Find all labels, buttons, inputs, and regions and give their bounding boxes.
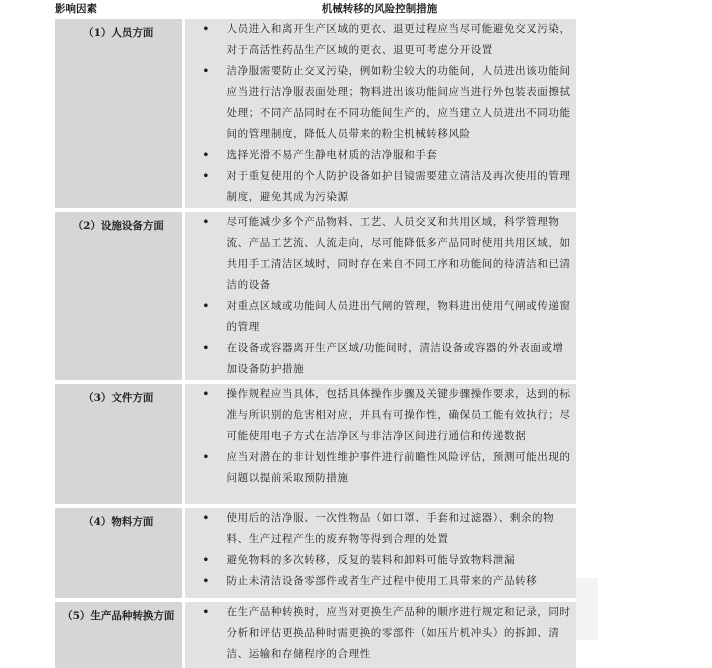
measure-text: 对于重复使用的个人防护设备如护目镜需要建立清洁及再次使用的管理制度，避免其成为污染源 (226, 170, 571, 203)
measures-list (185, 212, 575, 380)
measure-item (185, 571, 575, 592)
measures-list (185, 19, 575, 208)
bullet-icon: • (202, 342, 210, 354)
bullet-icon: • (202, 554, 210, 566)
measure-text: 在设备或容器离开生产区域/功能间时，清洁设备或容器的外表面或增加设备防护措施 (226, 342, 564, 375)
bullet-icon: • (202, 512, 210, 524)
measure-text: 应当对潜在的非计划性维护事件进行前瞻性风险评估，预测可能出现的问题以提前采取预防措施 (226, 451, 571, 484)
factor-cell: （1）人员方面 (55, 19, 183, 211)
measures-cell (183, 600, 576, 668)
bullet-icon: • (202, 606, 210, 618)
header-factor: 影响因素 (55, 0, 183, 19)
table-row (55, 210, 576, 382)
measure-text: 洁净服需要防止交叉污染，例如粉尘较大的功能间，人员进出该功能间应当进行洁净服表面处理；物料进出该功能间应当进行外包装表面擦拭处理；不同产品同时在不同功能间生产的，应当建立人员进出不同功能间的管理制度，降低人员带来的粉尘机械转移风险 (226, 65, 571, 140)
measures-cell (183, 19, 576, 211)
bullet-icon: • (202, 451, 210, 463)
table-row (55, 506, 576, 600)
measure-text: 人员进入和离开生产区域的更衣、退更过程应当尽可能避免交叉污染，对于高活性药品生产区域的更衣、退更可考虑分开设置 (226, 23, 571, 56)
measures-list (185, 384, 575, 489)
bullet-icon: • (202, 65, 210, 77)
measure-text: 尽可能减少多个产品物料、工艺、人员交叉和共用区域，科学管理物流、产品工艺流、人流走向，尽可能降低多产品同时使用共用区域，如共用手工清洁区域时，同时存在来自不同工序和功能间的待清洁和已清洁的设备 (226, 216, 571, 291)
measure-item (185, 338, 575, 380)
measures-cell (183, 210, 576, 382)
bullet-icon: • (202, 170, 210, 182)
bullet-icon: • (202, 300, 210, 312)
measures-list (185, 508, 575, 592)
measure-item (185, 602, 575, 665)
risk-control-table (55, 0, 576, 668)
bullet-icon: • (202, 575, 210, 587)
measures-cell (183, 506, 576, 600)
measure-text: 避免物料的多次转移，反复的装料和卸料可能导致物料泄漏 (226, 554, 516, 566)
factor-cell: （4）物料方面 (55, 506, 183, 600)
factor-cell: （3）文件方面 (55, 382, 183, 506)
measure-text: 防止未清洁设备零部件或者生产过程中使用工具带来的产品转移 (226, 575, 538, 587)
measure-item (185, 19, 575, 61)
bullet-icon: • (202, 388, 210, 400)
measures-cell (183, 382, 576, 506)
measure-item (185, 384, 575, 447)
measure-item (185, 61, 575, 145)
measure-text: 在生产品种转换时，应当对更换生产品种的顺序进行规定和记录，同时分析和评估更换品种时需更换的零部件（如压片机冲头）的拆卸、清洁、运输和存储程序的合理性 (226, 606, 571, 660)
measure-item (185, 166, 575, 208)
factor-cell: （5）生产品种转换方面 (55, 600, 183, 668)
measure-text: 选择光滑不易产生静电材质的洁净服和手套 (226, 149, 438, 161)
measure-item (185, 447, 575, 489)
factor-cell: （2）设施设备方面 (55, 210, 183, 382)
decorative-edge (576, 578, 598, 640)
bullet-icon: • (202, 149, 210, 161)
table-row (55, 600, 576, 668)
bullet-icon: • (202, 216, 210, 228)
table-row (55, 382, 576, 506)
measure-item (185, 550, 575, 571)
measure-item (185, 296, 575, 338)
bullet-icon: • (202, 23, 210, 35)
measure-item (185, 212, 575, 296)
measure-item (185, 508, 575, 550)
table-header-row (55, 0, 576, 19)
header-measures: 机械转移的风险控制措施 (183, 0, 576, 19)
table-row (55, 19, 576, 211)
measure-text: 操作规程应当具体，包括具体操作步骤及关键步骤操作要求，达到的标准与所识别的危害相对应，并具有可操作性，确保员工能有效执行；尽可能使用电子方式在洁净区与非洁净区间进行通信和传递数据 (226, 388, 571, 442)
measures-list (185, 602, 575, 665)
measure-item (185, 145, 575, 166)
measure-text: 使用后的洁净服、一次性物品（如口罩、手套和过滤器）、剩余的物料、生产过程产生的废弃物等得到合理的处置 (226, 512, 555, 545)
measure-text: 对重点区域或功能间人员进出气闸的管理，物料进出使用气闸或传递窗的管理 (226, 300, 571, 333)
